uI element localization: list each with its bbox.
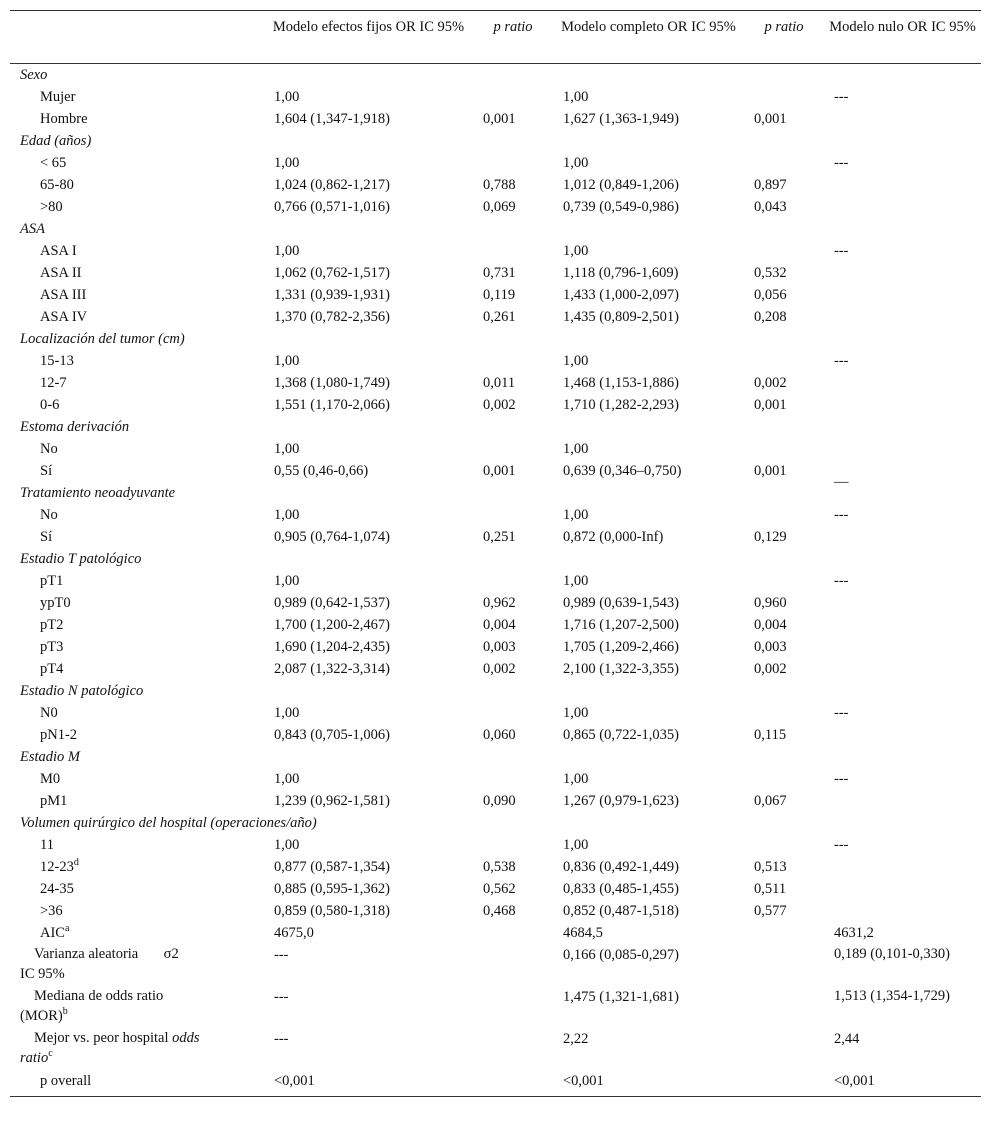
full-p: 0,897	[754, 177, 787, 193]
fixed-p	[473, 768, 553, 790]
full-or: 1,435 (0,809-2,501)	[563, 309, 679, 325]
group-title: Sexo	[20, 67, 48, 83]
full-p: 0,129	[754, 529, 787, 545]
row-label: No	[40, 507, 58, 523]
stat-fixed: <0,001	[274, 1073, 315, 1089]
full-or: 0,865 (0,722-1,035)	[563, 727, 679, 743]
fixed-or: 0,885 (0,595-1,362)	[274, 881, 390, 897]
regression-table-container	[10, 10, 981, 1097]
table-row	[10, 570, 981, 592]
fixed-or: 1,00	[274, 705, 300, 721]
full-p	[744, 834, 824, 856]
group-header-row	[10, 548, 981, 570]
full-or: 0,989 (0,639-1,543)	[563, 595, 679, 611]
group-title: Tratamiento neoadyuvante	[20, 485, 176, 501]
full-or: 1,00	[563, 155, 589, 171]
fixed-or: 0,877 (0,587-1,354)	[274, 859, 390, 875]
fixed-or: 1,00	[274, 507, 300, 523]
row-mejor-peor	[10, 1028, 981, 1070]
header-empty	[10, 11, 264, 64]
full-or: 1,716 (1,207-2,500)	[563, 617, 679, 633]
row-label: Sí	[40, 529, 53, 545]
null-or	[824, 262, 981, 284]
fixed-p: 0,002	[483, 397, 516, 413]
fixed-or: 1,239 (0,962-1,581)	[274, 793, 390, 809]
full-or: 0,833 (0,485-1,455)	[563, 881, 679, 897]
group-header-row	[10, 218, 981, 240]
fixed-or: 0,905 (0,764-1,074)	[274, 529, 390, 545]
null-or	[824, 900, 981, 922]
full-p	[744, 570, 824, 592]
full-or: 1,705 (1,209-2,466)	[563, 639, 679, 655]
full-p	[744, 438, 824, 460]
null-or: ---	[834, 353, 849, 369]
fixed-or: 1,00	[274, 155, 300, 171]
row-label: 24-35	[40, 881, 74, 897]
full-p: 0,004	[754, 617, 787, 633]
full-p	[744, 504, 824, 526]
full-p: 0,960	[754, 595, 787, 611]
full-or: 0,872 (0,000-Inf)	[563, 529, 664, 545]
group-title: Edad (años)	[20, 133, 92, 149]
fixed-or: 2,087 (1,322-3,314)	[274, 661, 390, 677]
null-or	[824, 526, 981, 548]
fixed-or: 0,55 (0,46-0,66)	[274, 463, 369, 479]
null-or: ---	[834, 837, 849, 853]
full-or: 1,710 (1,282-2,293)	[563, 397, 679, 413]
table-row	[10, 636, 981, 658]
full-p: 0,067	[754, 793, 787, 809]
group-title: ASA	[20, 221, 45, 237]
table-row	[10, 878, 981, 900]
null-or: ---	[834, 573, 849, 589]
null-or	[824, 658, 981, 680]
full-p	[744, 702, 824, 724]
fixed-or: 1,062 (0,762-1,517)	[274, 265, 390, 281]
stat-full: 4684,5	[563, 925, 603, 941]
row-label: 15-13	[40, 353, 74, 369]
null-or	[824, 306, 981, 328]
fixed-p: 0,090	[483, 793, 516, 809]
row-label: ASA IV	[40, 309, 88, 325]
row-label: ASA I	[40, 243, 77, 259]
fixed-p	[473, 834, 553, 856]
group-header-row	[10, 130, 981, 152]
stat-null: 2,44	[834, 1031, 860, 1047]
fixed-or: 1,370 (0,782-2,356)	[274, 309, 390, 325]
fixed-p: 0,562	[483, 881, 516, 897]
full-p: 0,001	[754, 397, 787, 413]
null-or	[824, 614, 981, 636]
stat-label: Mediana de odds ratio (MOR)$^b$	[20, 988, 164, 1024]
full-p: 0,208	[754, 309, 787, 325]
fixed-or: 0,843 (0,705-1,006)	[274, 727, 390, 743]
table-row	[10, 438, 981, 460]
row-label: 65-80	[40, 177, 74, 193]
full-p: 0,001	[754, 111, 787, 127]
fixed-p	[473, 702, 553, 724]
table-row	[10, 350, 981, 372]
fixed-or: 1,00	[274, 353, 300, 369]
null-or: ---	[834, 771, 849, 787]
null-or: ---	[834, 507, 849, 523]
fixed-p: 0,261	[483, 309, 516, 325]
fixed-p	[473, 86, 553, 108]
table-row	[10, 702, 981, 724]
row-mor	[10, 986, 981, 1028]
fixed-p: 0,003	[483, 639, 516, 655]
full-p: 0,002	[754, 375, 787, 391]
full-or: 1,00	[563, 353, 589, 369]
row-label: >36	[40, 903, 63, 919]
null-or	[824, 438, 981, 460]
table-row	[10, 86, 981, 108]
row-label: 12-7	[40, 375, 67, 391]
fixed-p: 0,538	[483, 859, 516, 875]
full-p	[744, 350, 824, 372]
row-label: pM1	[40, 793, 68, 809]
null-or	[824, 394, 981, 416]
row-label: N0	[40, 705, 58, 721]
full-or: 1,00	[563, 507, 589, 523]
full-p	[744, 768, 824, 790]
full-or: 1,012 (0,849-1,206)	[563, 177, 679, 193]
stat-full: <0,001	[563, 1073, 604, 1089]
full-or: 0,852 (0,487-1,518)	[563, 903, 679, 919]
stat-null: <0,001	[834, 1073, 875, 1089]
full-p: 0,043	[754, 199, 787, 215]
full-or: 1,00	[563, 89, 589, 105]
row-label: ypT0	[40, 595, 71, 611]
group-header-row	[10, 416, 981, 438]
null-or	[824, 790, 981, 812]
null-or	[824, 636, 981, 658]
fixed-or: 1,690 (1,204-2,435)	[274, 639, 390, 655]
fixed-or: 1,700 (1,200-2,467)	[274, 617, 390, 633]
fixed-p	[473, 438, 553, 460]
full-p: 0,511	[754, 881, 787, 897]
fixed-p: 0,468	[483, 903, 516, 919]
fixed-or: 0,859 (0,580-1,318)	[274, 903, 390, 919]
table-row	[10, 592, 981, 614]
table-row	[10, 834, 981, 856]
full-p: 0,001	[754, 463, 787, 479]
stat-label: AIC$^a$	[40, 923, 70, 941]
fixed-p	[473, 570, 553, 592]
table-row	[10, 724, 981, 746]
fixed-p: 0,011	[483, 375, 516, 391]
fixed-p: 0,060	[483, 727, 516, 743]
row-label: pT2	[40, 617, 64, 633]
row-label: pT1	[40, 573, 64, 589]
row-label: Mujer	[40, 89, 76, 105]
group-title: Volumen quirúrgico del hospital (operaciones/año)	[20, 815, 317, 831]
table-row	[10, 856, 981, 878]
regression-table	[10, 10, 981, 1097]
table-row	[10, 152, 981, 174]
null-or	[824, 108, 981, 130]
table-row	[10, 614, 981, 636]
fixed-p: 0,251	[483, 529, 516, 545]
full-or: 1,00	[563, 771, 589, 787]
group-header-row	[10, 746, 981, 768]
group-header-row	[10, 812, 981, 834]
null-or: ---	[834, 89, 849, 105]
stat-full: 2,22	[563, 1031, 589, 1047]
row-label: pT3	[40, 639, 64, 655]
fixed-p	[473, 152, 553, 174]
row-label: M0	[40, 771, 61, 787]
full-p	[744, 240, 824, 262]
row-label: No	[40, 441, 58, 457]
fixed-p: 0,788	[483, 177, 516, 193]
table-row	[10, 504, 981, 526]
full-or: 0,836 (0,492-1,449)	[563, 859, 679, 875]
table-row	[10, 394, 981, 416]
row-varianza	[10, 944, 981, 986]
table-row	[10, 196, 981, 218]
stat-fixed: ---	[274, 1031, 289, 1047]
full-p: 0,532	[754, 265, 787, 281]
fixed-p: 0,962	[483, 595, 516, 611]
null-or: __	[834, 469, 849, 485]
row-label: ASA III	[40, 287, 87, 303]
table-row	[10, 790, 981, 812]
table-row	[10, 240, 981, 262]
full-p: 0,056	[754, 287, 787, 303]
stat-label: Mejor vs. peor hospital odds ratio$^c$	[20, 1030, 200, 1066]
fixed-p	[473, 504, 553, 526]
header-p-ratio-2: p ratio	[764, 19, 804, 35]
stat-full: 1,475 (1,321-1,681)	[563, 989, 679, 1005]
full-p: 0,003	[754, 639, 787, 655]
full-or: 1,00	[563, 705, 589, 721]
null-or	[824, 856, 981, 878]
full-p: 0,115	[754, 727, 787, 743]
header-null-model: Modelo nulo OR IC 95%	[829, 19, 976, 35]
full-p: 0,577	[754, 903, 787, 919]
row-label: ASA II	[40, 265, 82, 281]
full-or: 1,267 (0,979-1,623)	[563, 793, 679, 809]
full-or: 1,627 (1,363-1,949)	[563, 111, 679, 127]
stat-null: 4631,2	[834, 925, 874, 941]
table-body	[10, 64, 981, 1097]
row-aic	[10, 922, 981, 944]
group-header-row	[10, 680, 981, 702]
stat-label: Varianza aleatoria σ2 IC 95%	[20, 946, 179, 982]
full-p: 0,002	[754, 661, 787, 677]
fixed-or: 1,00	[274, 243, 300, 259]
null-or	[824, 174, 981, 196]
table-header	[10, 11, 981, 64]
full-or: 0,739 (0,549-0,986)	[563, 199, 679, 215]
stat-fixed: ---	[274, 989, 289, 1005]
group-title: Estadio T patológico	[20, 551, 142, 567]
stat-null: 1,513 (1,354-1,729)	[834, 988, 950, 1004]
full-or: 1,433 (1,000-2,097)	[563, 287, 679, 303]
stat-fixed: ---	[274, 947, 289, 963]
row-label: pT4	[40, 661, 64, 677]
fixed-or: 1,00	[274, 771, 300, 787]
fixed-p: 0,069	[483, 199, 516, 215]
row-label: < 65	[40, 155, 67, 171]
header-p-ratio-1: p ratio	[493, 19, 533, 35]
fixed-or: 0,766 (0,571-1,016)	[274, 199, 390, 215]
table-row	[10, 768, 981, 790]
table-row	[10, 900, 981, 922]
row-label: Sí	[40, 463, 53, 479]
group-header-row	[10, 64, 981, 87]
table-row	[10, 174, 981, 196]
group-title: Estoma derivación	[20, 419, 130, 435]
fixed-or: 1,00	[274, 837, 300, 853]
group-title: Localización del tumor (cm)	[20, 331, 185, 347]
fixed-or: 1,551 (1,170-2,066)	[274, 397, 390, 413]
fixed-or: 1,00	[274, 441, 300, 457]
fixed-or: 1,00	[274, 89, 300, 105]
full-or: 2,100 (1,322-3,355)	[563, 661, 679, 677]
fixed-or: 1,604 (1,347-1,918)	[274, 111, 390, 127]
group-title: Estadio N patológico	[20, 683, 144, 699]
stat-null: 0,189 (0,101-0,330)	[834, 946, 950, 962]
header-full-model: Modelo completo OR IC 95%	[561, 19, 736, 35]
fixed-p: 0,119	[483, 287, 516, 303]
full-p	[744, 152, 824, 174]
header-fixed-effects: Modelo efectos fijos OR IC 95%	[272, 19, 465, 35]
full-or: 1,00	[563, 243, 589, 259]
full-or: 1,118 (0,796-1,609)	[563, 265, 679, 281]
fixed-or: 1,331 (0,939-1,931)	[274, 287, 390, 303]
fixed-p: 0,001	[483, 111, 516, 127]
full-p	[744, 86, 824, 108]
full-or: 1,00	[563, 573, 589, 589]
table-row	[10, 526, 981, 548]
row-label: >80	[40, 199, 63, 215]
row-label: 0-6	[40, 397, 60, 413]
fixed-or: 1,368 (1,080-1,749)	[274, 375, 390, 391]
fixed-or: 0,989 (0,642-1,537)	[274, 595, 390, 611]
null-or: ---	[834, 243, 849, 259]
row-label: 12-23$^d$	[40, 857, 79, 875]
full-p: 0,513	[754, 859, 787, 875]
null-or	[824, 372, 981, 394]
null-or	[824, 196, 981, 218]
full-or: 1,00	[563, 441, 589, 457]
stat-full: 0,166 (0,085-0,297)	[563, 947, 679, 963]
fixed-p	[473, 240, 553, 262]
fixed-p: 0,001	[483, 463, 516, 479]
stat-label: p overall	[40, 1073, 92, 1089]
row-label: 11	[40, 837, 54, 853]
row-label: Hombre	[40, 111, 88, 127]
fixed-p: 0,731	[483, 265, 516, 281]
group-header-row	[10, 328, 981, 350]
fixed-p: 0,004	[483, 617, 516, 633]
fixed-p: 0,002	[483, 661, 516, 677]
table-row	[10, 306, 981, 328]
fixed-or: 1,00	[274, 573, 300, 589]
table-row	[10, 372, 981, 394]
table-row	[10, 658, 981, 680]
fixed-p	[473, 350, 553, 372]
null-or	[824, 724, 981, 746]
full-or: 1,00	[563, 837, 589, 853]
full-or: 1,468 (1,153-1,886)	[563, 375, 679, 391]
full-or: 0,639 (0,346–0,750)	[563, 463, 682, 479]
row-label: pN1-2	[40, 727, 78, 743]
table-row	[10, 460, 981, 482]
stat-fixed: 4675,0	[274, 925, 314, 941]
table-row	[10, 108, 981, 130]
group-header-row	[10, 482, 981, 504]
null-or	[824, 284, 981, 306]
row-p-overall	[10, 1070, 981, 1097]
null-or: ---	[834, 705, 849, 721]
table-row	[10, 284, 981, 306]
group-title: Estadio M	[20, 749, 81, 765]
null-or	[824, 592, 981, 614]
null-or: ---	[834, 155, 849, 171]
null-or	[824, 878, 981, 900]
table-row	[10, 262, 981, 284]
fixed-or: 1,024 (0,862-1,217)	[274, 177, 390, 193]
